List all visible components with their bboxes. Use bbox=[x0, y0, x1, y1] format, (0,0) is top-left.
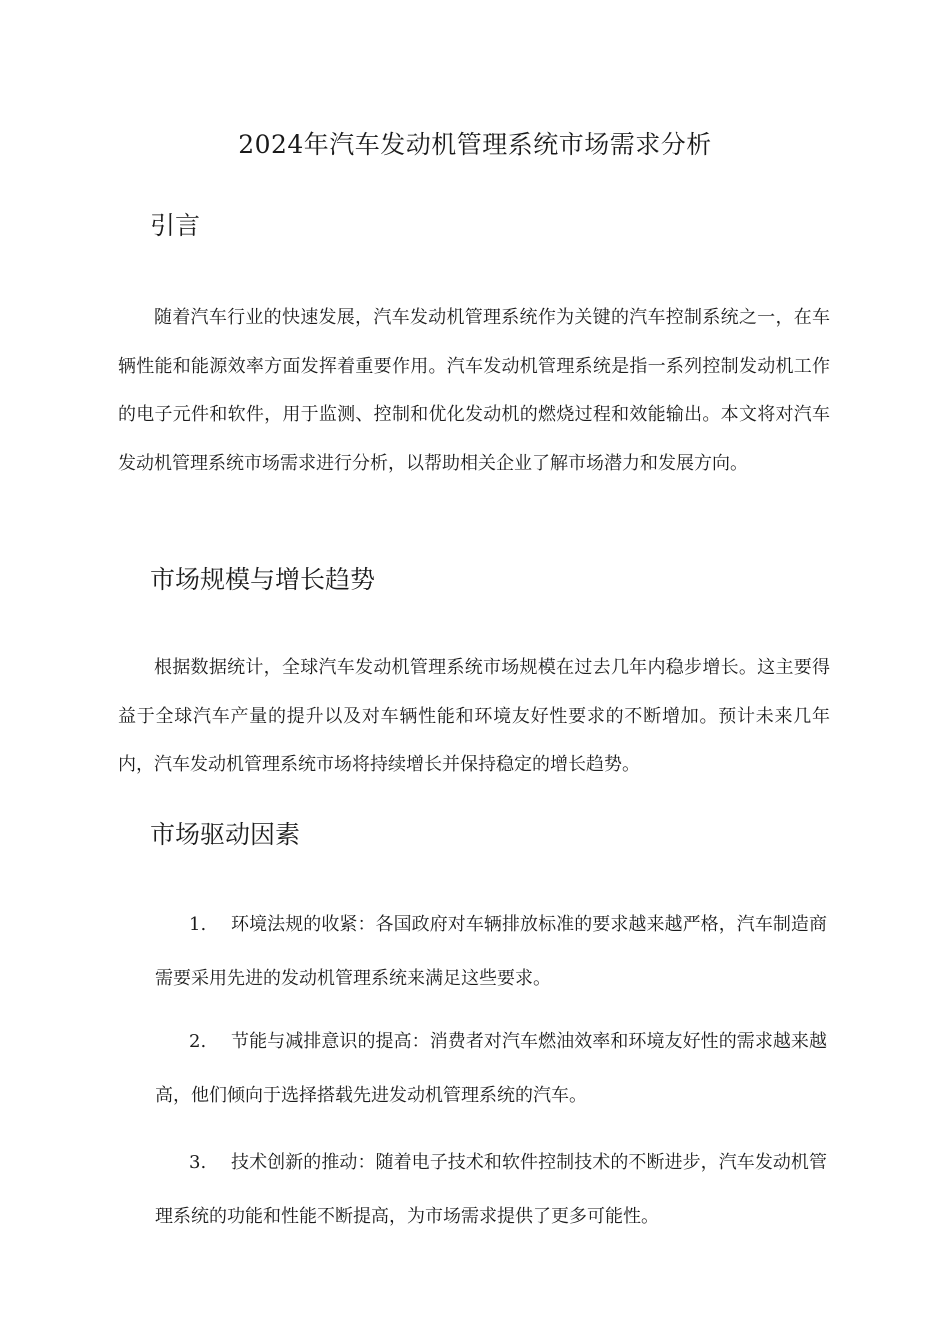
list-item-text: 技术创新的推动：随着电子技术和软件控制技术的不断进步，汽车发动机管理系统的功能和性能不断提高，为市场需求提供了更多可能性。 bbox=[155, 1152, 827, 1227]
intro-paragraph: 随着汽车行业的快速发展，汽车发动机管理系统作为关键的汽车控制系统之一，在车辆性能和能源效率方面发挥着重要作用。汽车发动机管理系统是指一系列控制发动机工作的电子元件和软件，用于监测、控制和优化发动机的燃烧过程和效能输出。本文将对汽车发动机管理系统市场需求进行分析，以帮助相关企业了解市场潜力和发展方向。 bbox=[118, 307, 830, 474]
market-paragraph: 根据数据统计，全球汽车发动机管理系统市场规模在过去几年内稳步增长。这主要得益于全球汽车产量的提升以及对车辆性能和环境友好性要求的不断增加。预计未来几年内，汽车发动机管理系统市场将持续增长并保持稳定的增长趋势。 bbox=[118, 657, 830, 775]
list-item-text: 节能与减排意识的提高：消费者对汽车燃油效率和环境友好性的需求越来越高，他们倾向于选择搭载先进发动机管理系统的汽车。 bbox=[155, 1031, 827, 1106]
section-heading-intro: 引言 bbox=[150, 211, 201, 240]
list-item bbox=[155, 898, 827, 1006]
list-item-number: 2. bbox=[189, 1031, 207, 1052]
list-item-text: 环境法规的收紧：各国政府对车辆排放标准的要求越来越严格，汽车制造商需要采用先进的发动机管理系统来满足这些要求。 bbox=[155, 914, 827, 989]
list-item-number: 1. bbox=[189, 914, 207, 935]
list-item-number: 3. bbox=[189, 1152, 207, 1173]
section-heading-market: 市场规模与增长趋势 bbox=[150, 565, 376, 594]
list-item bbox=[155, 1136, 827, 1244]
document-title: 2024年汽车发动机管理系统市场需求分析 bbox=[238, 130, 712, 159]
list-item bbox=[155, 1015, 827, 1123]
section-heading-drivers: 市场驱动因素 bbox=[150, 820, 301, 849]
